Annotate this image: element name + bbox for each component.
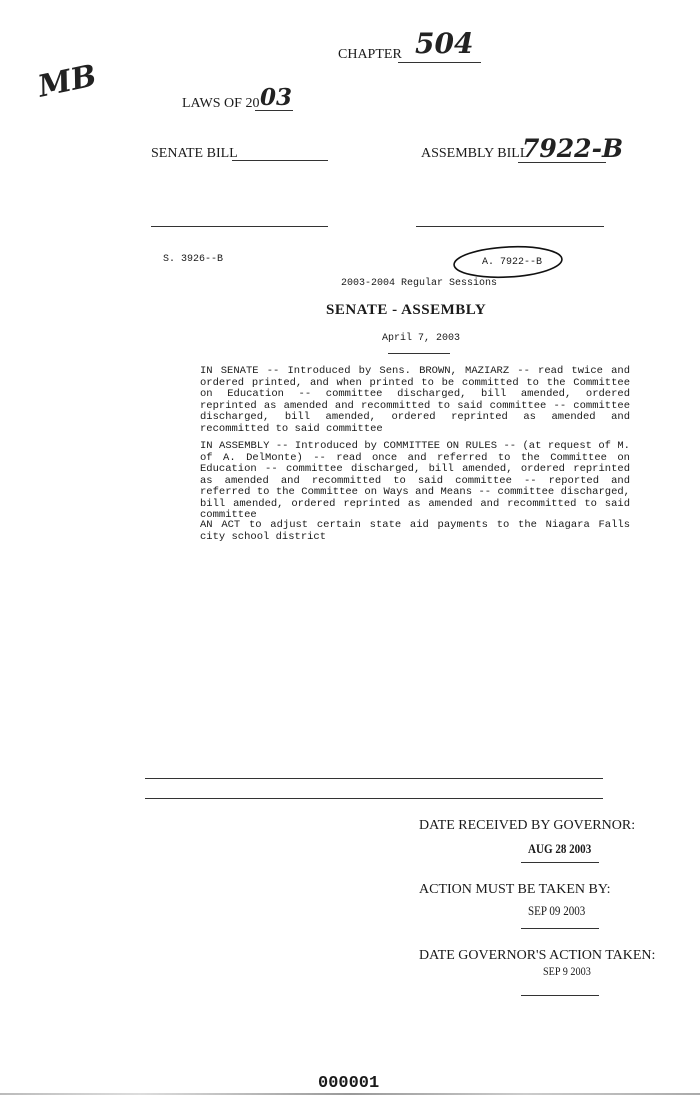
action-deadline-stamp: SEP 09 2003 [528,903,586,918]
assembly-introduction-text: IN ASSEMBLY -- Introduced by COMMITTEE ON RULES -- (at request of M. of A. DelMonte) -- read once and referred to the Committee on Education -- committee discharged, bill amended, ordered reprinted as amended and recommitted to said committee -- reported and referred to the Committee on Ways and Means -- committee discharged, bill amended, ordered reprinted as amended and recommitted to said committee [200,440,630,521]
assembly-bill-line [518,162,606,163]
action-deadline-label: ACTION MUST BE TAKEN BY: [419,882,611,897]
date-received-line [521,862,599,863]
chapter-line [398,62,481,63]
action-taken-line [521,995,599,996]
date-received-stamp: AUG 28 2003 [528,841,592,856]
action-taken-stamp: SEP 9 2003 [543,964,591,978]
senate-signature-line [151,226,328,227]
senate-bill-label: SENATE BILL [151,146,238,161]
act-title [200,520,630,543]
footer-rule-2 [145,798,603,799]
assembly-bill-label: ASSEMBLY BILL [421,146,529,161]
laws-label: LAWS OF 20 [182,96,260,111]
date-underline [388,353,450,354]
assembly-signature-line [416,226,604,227]
laws-year: 03 [260,84,293,111]
session: 2003-2004 Regular Sessions [341,278,498,289]
chapter-label: CHAPTER [338,47,402,62]
action-taken-label: DATE GOVERNOR'S ACTION TAKEN: [419,948,656,963]
footer-rule-1 [145,778,603,779]
assembly-number: A. 7922--B [482,257,543,268]
scan-edge-noise [0,1093,700,1095]
action-deadline-line [521,928,599,929]
assembly-bill-number: 7922-B [522,134,624,163]
page-number: 000001 [318,1074,380,1093]
act-title-text: AN ACT to adjust certain state aid payments to the Niagara Falls city school district [200,519,630,543]
senate-introduction [200,366,630,435]
date-received-label: DATE RECEIVED BY GOVERNOR: [419,818,636,833]
senate-number: S. 3926--B [163,254,224,265]
bill-date: April 7, 2003 [382,333,461,344]
laws-line [255,110,293,111]
senate-bill-line [232,160,328,161]
assembly-introduction [200,441,630,522]
heading: SENATE - ASSEMBLY [326,302,487,318]
chapter-number: 504 [415,27,474,60]
senate-introduction-text: IN SENATE -- Introduced by Sens. BROWN, MAZIARZ -- read twice and ordered printed, and when printed to be committed to the Committee on Education -- committee discharged, bill amended, ordered reprinted as amended and recommitted to said committee -- committee discharged, bill amended, ordered reprinted as amended and recommitted to said committee [200,365,630,435]
handwritten-initials: MB [35,58,100,105]
